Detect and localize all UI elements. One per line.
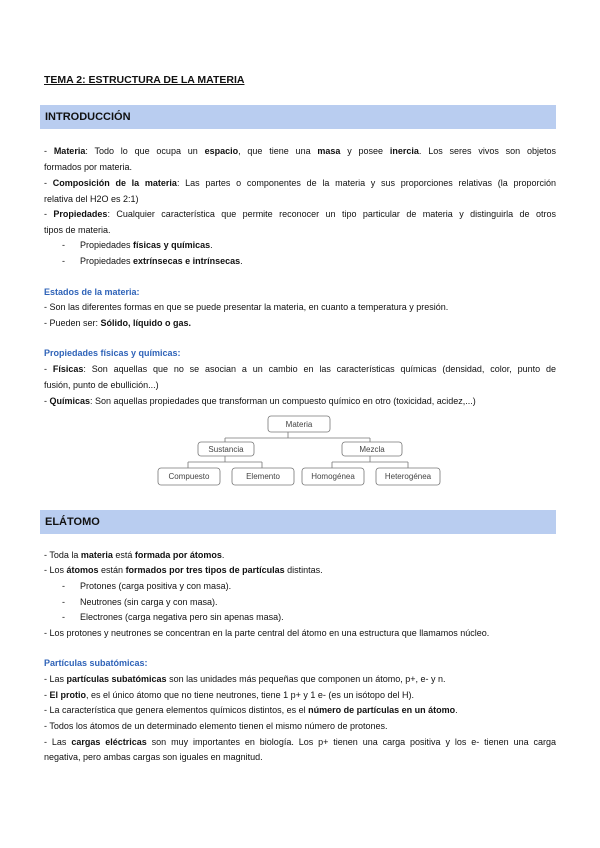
svg-text:Sustancia: Sustancia: [208, 445, 244, 454]
page-title: TEMA 2: ESTRUCTURA DE LA MATERIA: [44, 74, 245, 86]
intro-line-5: - Propiedades: Cualquier característica que permite reconocer un tipo particular de materia y distinguirla de otros: [44, 209, 556, 219]
estados-line-1: - Son las diferentes formas en que se puede presentar la materia, en cuanto a temperatura y presión.: [44, 302, 449, 312]
particulas-heading: Partículas subatómicas:: [44, 658, 148, 668]
svg-text:Materia: Materia: [285, 420, 313, 429]
estados-line-2: - Pueden ser: Sólido, líquido o gas.: [44, 318, 192, 328]
particulas-line-5: - Las cargas eléctricas son muy importantes en biología. Los p+ tienen una carga positiva y los e- tienen una carga: [44, 737, 556, 747]
intro-line-6: tipos de materia.: [44, 225, 111, 235]
atomo-bullet-electrones: - Electrones (carga negativa pero sin apenas masa).: [62, 612, 284, 622]
svg-text:Homogénea: Homogénea: [311, 472, 355, 481]
intro-line-4: relativa del H2O es 2:1): [44, 194, 139, 204]
particulas-line-6: negativa, pero ambas cargas son iguales en magnitud.: [44, 752, 263, 762]
intro-line-2: formados por materia.: [44, 162, 133, 172]
node-sustancia: [198, 442, 254, 456]
propiedades-line-1: - Físicas: Son aquellas que no se asocian a un cambio en las características químicas (densidad, color, punto de: [44, 364, 556, 374]
intro-line-3: - Composición de la materia: Las partes o componentes de la materia y sus proporciones relativas (la proporción: [44, 178, 557, 188]
atomo-bullet-neutrones: - Neutrones (sin carga y con masa).: [62, 597, 218, 607]
svg-text:Heterogénea: Heterogénea: [384, 472, 432, 481]
particulas-line-2: - El protio, es el único átomo que no tiene neutrones, tiene 1 p+ y 1 e- (es un isótopo del H).: [44, 690, 414, 700]
svg-text:Elemento: Elemento: [246, 472, 280, 481]
node-materia: [268, 416, 330, 432]
node-heterogenea: [376, 468, 440, 485]
atomo-line-2: - Los átomos están formados por tres tipos de partículas distintas.: [44, 565, 323, 575]
svg-text:Mezcla: Mezcla: [359, 445, 385, 454]
atomo-line-1: - Toda la materia está formada por átomos.: [44, 550, 225, 560]
intro-bullet-2: - Propiedades extrínsecas e intrínsecas.: [62, 256, 243, 266]
atomo-bullet-protones: - Protones (carga positiva y con masa).: [62, 581, 232, 591]
node-compuesto: [158, 468, 220, 485]
particulas-line-3: - La característica que genera elementos químicos distintos, es el número de partículas en un átomo.: [44, 705, 458, 715]
section-header-atomo: ELÁTOMO: [40, 510, 556, 534]
particulas-line-4: - Todos los átomos de un determinado elemento tienen el mismo número de protones.: [44, 721, 388, 731]
node-elemento: [232, 468, 294, 485]
estados-heading: Estados de la materia:: [44, 287, 140, 297]
section-header-introduccion: INTRODUCCIÓN: [40, 105, 556, 129]
propiedades-line-3: - Químicas: Son aquellas propiedades que transforman un compuesto químico en otro (toxicidad, acidez,...): [44, 396, 476, 406]
node-homogenea: [302, 468, 364, 485]
particulas-line-1: - Las partículas subatómicas son las unidades más pequeñas que componen un átomo, p+, e- y n.: [44, 674, 446, 684]
propiedades-heading: Propiedades físicas y químicas:: [44, 348, 181, 358]
propiedades-line-2: fusión, punto de ebullición...): [44, 380, 159, 390]
node-mezcla: [342, 442, 402, 456]
atomo-line-3: - Los protones y neutrones se concentran en la parte central del átomo en una estructura que llamamos núcleo.: [44, 628, 490, 638]
svg-text:Compuesto: Compuesto: [168, 472, 210, 481]
intro-line-1: - Materia: Todo lo que ocupa un espacio, que tiene una masa y posee inercia. Los seres vivos son objetos: [44, 146, 556, 156]
intro-bullet-1: - Propiedades físicas y químicas.: [62, 240, 213, 250]
materia-classification-diagram: [150, 408, 450, 488]
